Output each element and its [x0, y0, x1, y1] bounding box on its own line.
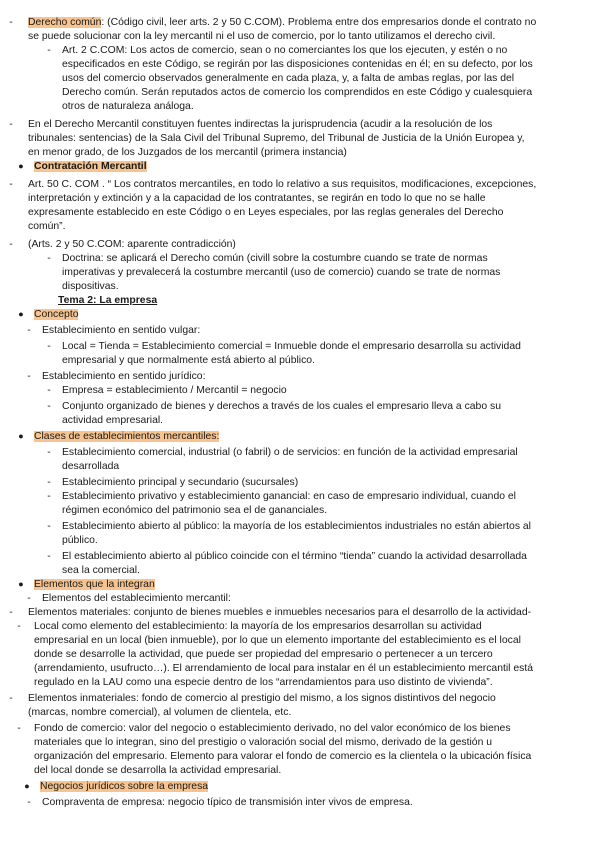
text-line: [28, 220, 66, 234]
text-segment: imperativas y prevalecerá la costumbre mercantil (uso de comercio) cuando se trate de normas: [62, 267, 501, 278]
text-segment: (marcas, nombre comercial), al volumen de clientela, etc.: [28, 707, 292, 718]
dash-marker: -: [27, 797, 31, 808]
dash-marker: -: [9, 17, 13, 28]
text-segment: Conjunto organizado de bienes y derechos a través de los cuales el empresario lleva a cabo su: [62, 401, 501, 412]
text-segment: en menor grado, de los Juzgados de los mercantil (primera instancia): [28, 147, 347, 158]
dash-marker: -: [17, 723, 21, 734]
text-line: [62, 384, 287, 398]
text-line: [28, 132, 525, 146]
text-line: [62, 446, 518, 460]
text-segment: En el Derecho Mercantil constituyen fuentes indirectas la jurisprudencia (acudir a la resolución de los: [28, 119, 493, 130]
dash-marker: -: [47, 447, 51, 458]
text-segment: Elementos del establecimiento mercantil:: [42, 593, 231, 604]
text-line: [34, 620, 482, 634]
text-segment: otros de naturaleza análoga.: [62, 101, 194, 112]
highlighted-heading: Concepto: [34, 309, 79, 320]
text-line: [62, 550, 527, 564]
text-segment: Establecimiento abierto al público: la mayoría de los establecimientos industriales no están abiertos al: [62, 521, 531, 532]
dash-marker: -: [9, 607, 13, 618]
text-line: [62, 520, 531, 534]
highlighted-heading: Elementos que la integran: [34, 579, 155, 590]
text-segment: Empresa = establecimiento / Mercantil = negocio: [62, 385, 287, 396]
dash-marker: -: [9, 179, 13, 190]
text-segment: Establecimiento privativo y establecimiento ganancial: en caso de empresario individual, cuando el: [62, 491, 516, 502]
dash-marker: -: [47, 491, 51, 502]
text-segment: Art. 2 C.COM: Los actos de comercio, sean o no comerciantes los que los ejecuten, y estén o no: [62, 45, 508, 56]
highlighted-heading: Negocios jurídicos sobre la empresa: [40, 781, 209, 792]
bullet-icon: ●: [18, 579, 24, 589]
text-segment: desarrollada: [62, 461, 120, 472]
text-line: [34, 430, 219, 444]
text-line: [34, 750, 531, 764]
text-segment: expresamente establecido en este Código o en Leyes especiales, por las reglas generales del Derecho: [28, 207, 504, 218]
text-line: [28, 118, 492, 132]
text-line: [42, 370, 205, 384]
text-segment: regulado en la LAU como una especie dentro de los “arrendamientos para uso distinto de vivienda”.: [34, 677, 493, 688]
text-segment: actividad empresarial.: [62, 415, 164, 426]
text-segment: especificados en este Código, se regirán por las disposiciones contenidas en él; en su defecto, por los: [62, 59, 533, 70]
dash-marker: -: [27, 371, 31, 382]
bullet-icon: ●: [24, 781, 30, 791]
text-segment: Doctrina: se aplicará el Derecho común (civill sobre la costumbre cuando se trate de normas: [62, 253, 488, 264]
text-segment: dispositivas.: [62, 281, 119, 292]
highlighted-heading: Clases de establecimientos mercantiles:: [34, 431, 220, 442]
text-segment: Fondo de comercio: valor del negocio o establecimiento derivado, no del valor económico de los bienes: [34, 723, 511, 734]
text-segment: Art. 50 C. COM . “ Los contratos mercantiles, en todo lo relativo a sus requisitos, modificaciones, excepciones,: [28, 179, 537, 190]
text-segment: Elementos materiales: conjunto de bienes muebles e inmuebles necesarios para el desarrollo de la actividad-: [28, 607, 532, 618]
text-segment: (arrendamiento, usufructo…). El arrendamiento de local para instalar en él un establecimiento mercantil está: [34, 663, 534, 674]
dash-marker: -: [27, 593, 31, 604]
text-segment: tribunales: sentencias) de la Sala Civil del Tribunal Supremo, del Tribunal de Justicia de la Unión Europea y,: [28, 133, 525, 144]
text-segment: materiales que lo integran, sino del prestigio o valoración social del mismo, derivado de la gestión u: [34, 737, 493, 748]
text-segment: Elementos inmateriales: fondo de comercio al prestigio del mismo, a los signos distintivos del negocio: [28, 693, 496, 704]
bullet-icon: ●: [18, 161, 24, 171]
text-line: [34, 160, 147, 174]
text-line: [28, 30, 495, 44]
text-line: [62, 340, 521, 354]
text-segment: Tema 2: La empresa: [58, 295, 158, 306]
text-line: [34, 662, 533, 676]
text-line: [62, 72, 514, 86]
text-line: [42, 796, 413, 810]
text-line: [62, 266, 500, 280]
text-line: [62, 100, 194, 114]
text-segment: El establecimiento abierto al público coincide con el término “tienda” cuando la actividad desarrollada: [62, 551, 527, 562]
text-segment: del local donde se desarrolla la actividad empresarial.: [34, 765, 282, 776]
dash-marker: -: [47, 341, 51, 352]
text-line: [28, 706, 291, 720]
text-line: [62, 252, 488, 266]
bullet-icon: ●: [18, 431, 24, 441]
text-line: [62, 280, 119, 294]
text-line: [62, 460, 119, 474]
text-segment: Establecimiento en sentido jurídico:: [42, 371, 206, 382]
dash-marker: -: [27, 325, 31, 336]
text-segment: Compraventa de empresa: negocio típico de transmisión inter vivos de empresa.: [42, 797, 413, 808]
text-segment: empresarial y que normalmente está abierto al público.: [62, 355, 315, 366]
text-line: [62, 58, 533, 72]
text-segment: Derecho común. Serán reputados actos de comercio los comprendidos en este Código y cualesquiera: [62, 87, 533, 98]
text-segment: régimen económico del patrimonio sea el de gananciales.: [62, 505, 328, 516]
text-segment: empresarial en un local (bien inmueble), por lo que un elemento importante del establecimiento es el local: [34, 635, 521, 646]
text-segment: Establecimiento comercial, industrial (o fabril) o de servicios: en función de la actividad empresarial: [62, 447, 518, 458]
text-segment: Establecimiento principal y secundario (sucursales): [62, 477, 299, 488]
text-segment: sea la comercial.: [62, 565, 140, 576]
highlighted-heading: Derecho común: [28, 17, 102, 28]
text-segment: Local = Tienda = Establecimiento comercial = Inmueble donde el empresario desarrolla su actividad: [62, 341, 521, 352]
text-line: [28, 192, 485, 206]
text-line: [28, 238, 236, 252]
text-line: [34, 578, 155, 592]
text-line: [62, 44, 507, 58]
text-line: [42, 592, 231, 606]
text-line: [28, 146, 347, 160]
text-segment: interpretación y extinción y a la capacidad de los contratantes, se regirán en todo lo que no se halle: [28, 193, 486, 204]
dash-marker: -: [47, 45, 51, 56]
text-line: [62, 400, 501, 414]
text-segment: Local como elemento del establecimiento: la mayoría de los empresarios desarrollan su actividad: [34, 621, 482, 632]
text-segment: común”.: [28, 221, 66, 232]
dash-marker: -: [9, 239, 13, 250]
text-segment: Establecimiento en sentido vulgar:: [42, 325, 201, 336]
text-line: [62, 534, 98, 548]
text-line: [40, 780, 208, 794]
highlighted-heading: Contratación Mercantil: [34, 161, 147, 172]
dash-marker: -: [47, 401, 51, 412]
text-line: [28, 206, 503, 220]
text-segment: donde se desarrolle la actividad, que puede ser propiedad del empresario o pertenecer a un tercero: [34, 649, 493, 660]
text-segment: se puede solucionar con la ley mercantil ni el uso de comercio, por lo tanto utilizamos el derecho civil.: [28, 31, 496, 42]
text-line: [34, 722, 511, 736]
dash-marker: -: [17, 621, 21, 632]
text-line: [28, 178, 536, 192]
text-line: [62, 354, 315, 368]
dash-marker: -: [47, 385, 51, 396]
text-line: [62, 564, 140, 578]
text-line: [28, 606, 531, 620]
bullet-icon: ●: [18, 309, 24, 319]
text-line: [28, 692, 496, 706]
text-line: [34, 676, 493, 690]
text-line: [28, 16, 536, 30]
text-line: [34, 648, 493, 662]
dash-marker: -: [47, 253, 51, 264]
text-line: [34, 634, 521, 648]
text-line: [34, 764, 281, 778]
text-line: [62, 86, 532, 100]
text-line: [62, 490, 516, 504]
text-line: [58, 294, 157, 308]
text-segment: : (Código civil, leer arts. 2 y 50 C.COM). Problema entre dos empresarios donde el contrato no: [101, 17, 537, 28]
text-segment: público.: [62, 535, 98, 546]
dash-marker: -: [9, 119, 13, 130]
text-line: [42, 324, 200, 338]
text-line: [62, 414, 163, 428]
text-line: [62, 504, 327, 518]
dash-marker: -: [47, 477, 51, 488]
text-segment: organización del empresario. Elemento para valorar el fondo de comercio es la clientela o la ubicación física: [34, 751, 532, 762]
text-line: [62, 476, 298, 490]
text-segment: usos del comercio observados generalmente en cada plaza, y, a falta de ambas reglas, por las del: [62, 73, 515, 84]
dash-marker: -: [47, 521, 51, 532]
text-line: [34, 308, 78, 322]
text-line: [34, 736, 492, 750]
text-segment: (Arts. 2 y 50 C.COM: aparente contradicción): [28, 239, 236, 250]
dash-marker: -: [9, 693, 13, 704]
dash-marker: -: [47, 551, 51, 562]
